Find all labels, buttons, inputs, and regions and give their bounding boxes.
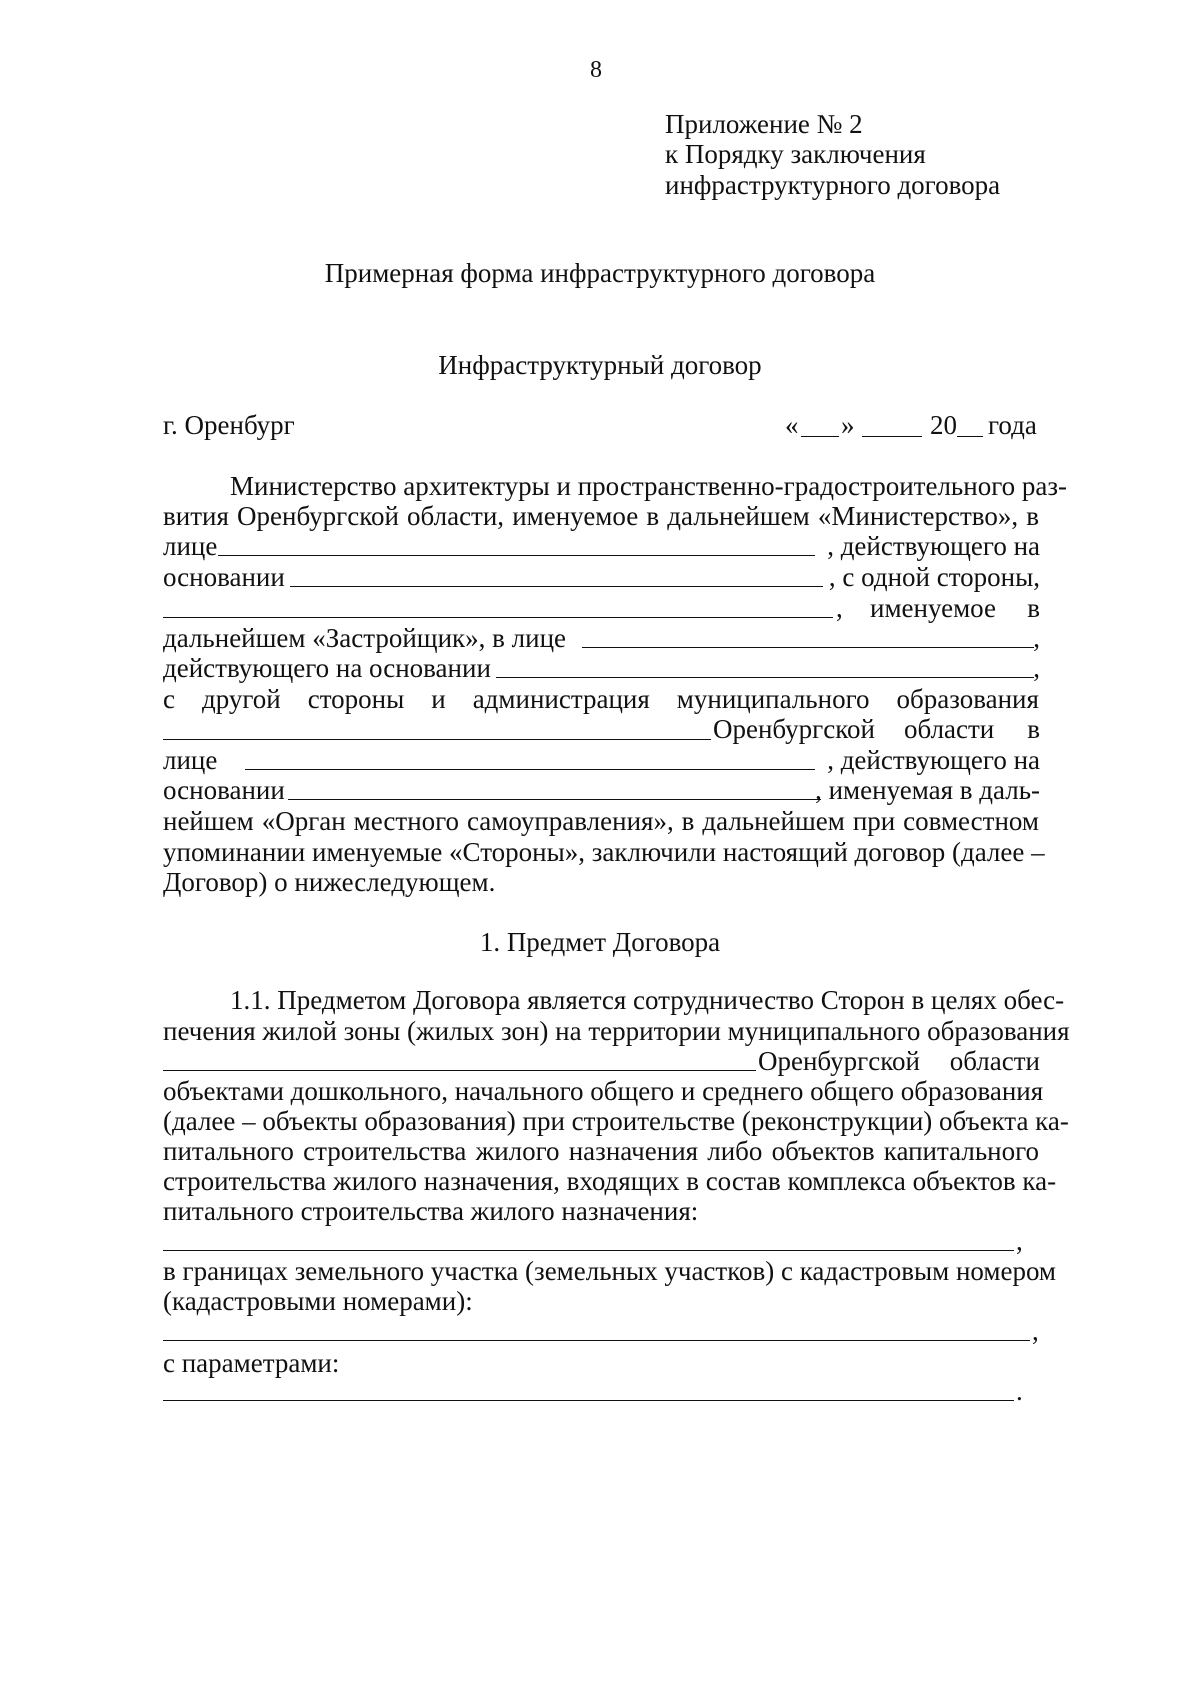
preamble-line-5-word: именуемое — [870, 593, 996, 623]
date-close-quote: » — [841, 410, 855, 440]
clause-1-1-line-6: питального строительства жилого назначения либо объектов капитального — [163, 1136, 1039, 1166]
city-label: г. Оренбург — [163, 410, 295, 440]
clause-parameters-label: с параметрами: — [163, 1348, 340, 1378]
clause-1-1-line-4: объектами дошкольного, начального общего и среднего общего образования — [163, 1076, 1044, 1106]
preamble-line-6-start: дальнейшем «Застройщик», в лице — [163, 623, 567, 653]
preamble-line-8-word: администрация — [472, 684, 650, 714]
preamble-line-12: нейшем «Орган местного самоуправления», в дальнейшем при совместном — [163, 806, 1039, 836]
signatory-developer-blank[interactable] — [582, 647, 1034, 648]
section-1-heading: 1. Предмет Договора — [479, 927, 721, 957]
preamble-line-3-start: лице — [163, 531, 218, 561]
appendix-line-2: к Порядку заключения — [665, 139, 926, 169]
preamble-line-8 — [163, 683, 1039, 715]
preamble-line-8-word: муниципального — [676, 684, 870, 714]
basis-municipality-blank[interactable] — [288, 799, 821, 800]
objects-blank-end: , — [1016, 1226, 1023, 1256]
preamble-line-11-end: , именуемая в даль- — [815, 775, 1040, 805]
parameters-blank-end: . — [1016, 1376, 1023, 1406]
preamble-line-4-end: , с одной стороны, — [828, 562, 1040, 592]
preamble-line-7-end: , — [1033, 653, 1040, 683]
preamble-line-10-end: , действующего на — [827, 745, 1040, 775]
clause-1-1-region-end: области — [949, 1046, 1040, 1076]
clause-1-1-line-5: (далее – объекты образования) при строительстве (реконструкции) объекта ка- — [163, 1106, 1069, 1136]
clause-1-1-region: Оренбургской — [758, 1046, 920, 1076]
municipality-name-blank[interactable] — [163, 739, 711, 740]
cadastral-number-blank[interactable] — [163, 1340, 1030, 1341]
day-blank[interactable] — [801, 436, 839, 437]
month-blank[interactable] — [862, 436, 922, 437]
clause-1-1-line-1: 1.1. Предметом Договора является сотрудничество Сторон в целях обес- — [230, 985, 1065, 1015]
preamble-line-5-comma: , — [836, 593, 843, 623]
page-number: 8 — [590, 57, 602, 83]
preamble-line-8-word: стороны — [307, 684, 405, 714]
signatory-municipality-blank[interactable] — [245, 769, 815, 770]
appendix-line-3: инфраструктурного договора — [665, 170, 1001, 200]
appendix-line-1: Приложение № 2 — [665, 109, 863, 139]
preamble-line-8-word: образования — [896, 684, 1039, 714]
year-blank[interactable] — [957, 436, 983, 437]
clause-1-1-line-2: печения жилой зоны (жилых зон) на территории муниципального образования — [163, 1016, 1070, 1046]
clause-land-line-1: в границах земельного участка (земельных участков) с кадастровым номером — [163, 1256, 1057, 1286]
basis-developer-blank[interactable] — [496, 677, 1034, 678]
preamble-line-8-word: и — [431, 684, 446, 714]
form-title: Примерная форма инфраструктурного договора — [324, 258, 876, 288]
year-suffix: года — [988, 410, 1037, 440]
preamble-line-1: Министерство архитектуры и пространственно-градостроительного раз- — [230, 471, 1067, 501]
preamble-line-5-end: в — [1027, 593, 1040, 623]
clause-municipality-blank[interactable] — [163, 1070, 756, 1071]
date-open-quote: « — [785, 410, 799, 440]
clause-1-1-line-7: строительства жилого назначения, входящих в состав комплекса объектов ка- — [163, 1166, 1057, 1196]
preamble-line-3-end: , действующего на — [827, 531, 1040, 561]
signatory-ministry-blank[interactable] — [218, 555, 815, 556]
developer-name-blank[interactable] — [163, 617, 833, 618]
clause-1-1-line-8: питального строительства жилого назначения: — [163, 1196, 699, 1226]
preamble-line-13: упоминании именуемые «Стороны», заключили настоящий договор (далее – — [163, 837, 1045, 867]
basis-ministry-blank[interactable] — [290, 586, 823, 587]
parameters-blank[interactable] — [163, 1400, 1014, 1401]
clause-land-line-2: (кадастровыми номерами): — [163, 1286, 473, 1316]
preamble-line-11-start: основании — [163, 775, 285, 805]
contract-title: Инфраструктурный договор — [438, 350, 762, 380]
preamble-line-9-word: области — [904, 714, 995, 744]
cadastral-blank-end: , — [1032, 1316, 1039, 1346]
preamble-line-14: Договор) о нижеследующем. — [163, 867, 496, 897]
year-prefix: 20 — [930, 410, 957, 440]
preamble-line-7-start: действующего на основании — [163, 653, 491, 683]
preamble-line-4-start: основании — [163, 562, 285, 592]
preamble-line-10-start: лице — [163, 745, 218, 775]
preamble-line-2: вития Оренбургской области, именуемое в дальнейшем «Министерство», в — [163, 501, 1039, 531]
objects-blank[interactable] — [163, 1250, 1014, 1251]
preamble-line-8-word: другой — [201, 684, 281, 714]
preamble-line-9-end: в — [1027, 714, 1040, 744]
preamble-line-6-end: , — [1033, 623, 1040, 653]
preamble-line-9-region: Оренбургской — [713, 714, 875, 744]
preamble-line-8-word: с — [163, 684, 175, 714]
